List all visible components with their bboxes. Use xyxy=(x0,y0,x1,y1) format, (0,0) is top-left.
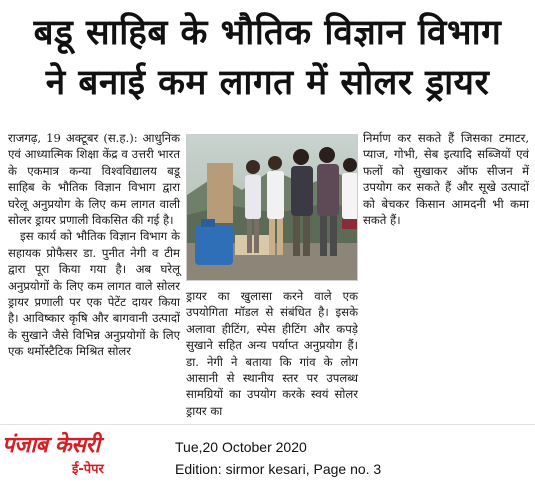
photo-illustration xyxy=(187,135,358,281)
article-paragraph-2: इस कार्य को भौतिक विज्ञान विभाग के सहायक प्रोफैसर डा. पुनीत नेगी व टीम द्वारा पूरा किया गया है। अब घरेलू अनुप्रयोगों के लिए कम लागत वाले सोलर ड्रायर प्रणाली पर एक पेटेंट दायर किया है। आविष्कार कृषि और बागवानी उत्पादों के सुखाने जैसे विभिन्न अनुप्रयोगों के लिए एक थर्मोस्टैटिक मिश्रित सोलर xyxy=(8,229,180,359)
article-paragraph-4: निर्माण कर सकते हैं जिसका टमाटर, प्याज, गोभी, सेब इत्यादि सब्जियों एवं फलों को सुखाकर ऑफ सीजन में उपयोग कर सकते हैं और सूखे उत्पादों को बेचकर किसान आमदनी भी कमा सकते हैं। xyxy=(363,131,529,228)
headline-line-1: बडू साहिब के भौतिक विज्ञान विभाग xyxy=(33,13,502,53)
headline xyxy=(0,8,535,108)
article-column-2 xyxy=(186,288,358,419)
article-paragraph-1: राजगढ़, 19 अक्टूबर (स.ह.): आधुनिक एवं आध्यात्मिक शिक्षा केंद्र व उत्तरी भारत के एकमात्र कन्या विश्वविद्यालय बडू साहिब के भौतिक विज्ञान विभाग द्वारा घरेलू अनुप्रयोग के लिए कम लागत वाली सोलर ड्रायर प्रणाली विकसित की गई है। xyxy=(8,131,180,228)
article-paragraph-3: ड्रायर का खुलासा करने वाले एक उपयोगिता मॉडल से संबंधित है। इसके अलावा हीटिंग, स्पेस हीटिंग और कपड़े सुखाने सहित अन्य पर्याप्त अनुप्रयोग हैं। डा. नेगी ने बताया कि गांव के लोग आसानी से स्थानीय स्तर पर उपलब्ध सामग्रियों का उपयोग करके स्वयं सोलर ड्रायर का xyxy=(186,289,358,418)
news-photo xyxy=(186,134,358,281)
logo-subtitle: ई-पेपर xyxy=(72,462,104,477)
publication-date: Tue,20 October 2020 xyxy=(175,439,307,455)
footer xyxy=(0,424,535,483)
edition-info: Edition: sirmor kesari, Page no. 3 xyxy=(175,461,382,477)
article-column-3 xyxy=(363,130,529,228)
punjab-kesari-logo xyxy=(2,429,152,479)
logo-text: पंजाब केसरी xyxy=(2,433,100,458)
headline-line-2: ने बनाई कम लागत में सोलर ड्रायर xyxy=(45,63,490,103)
article-column-1 xyxy=(8,130,180,360)
